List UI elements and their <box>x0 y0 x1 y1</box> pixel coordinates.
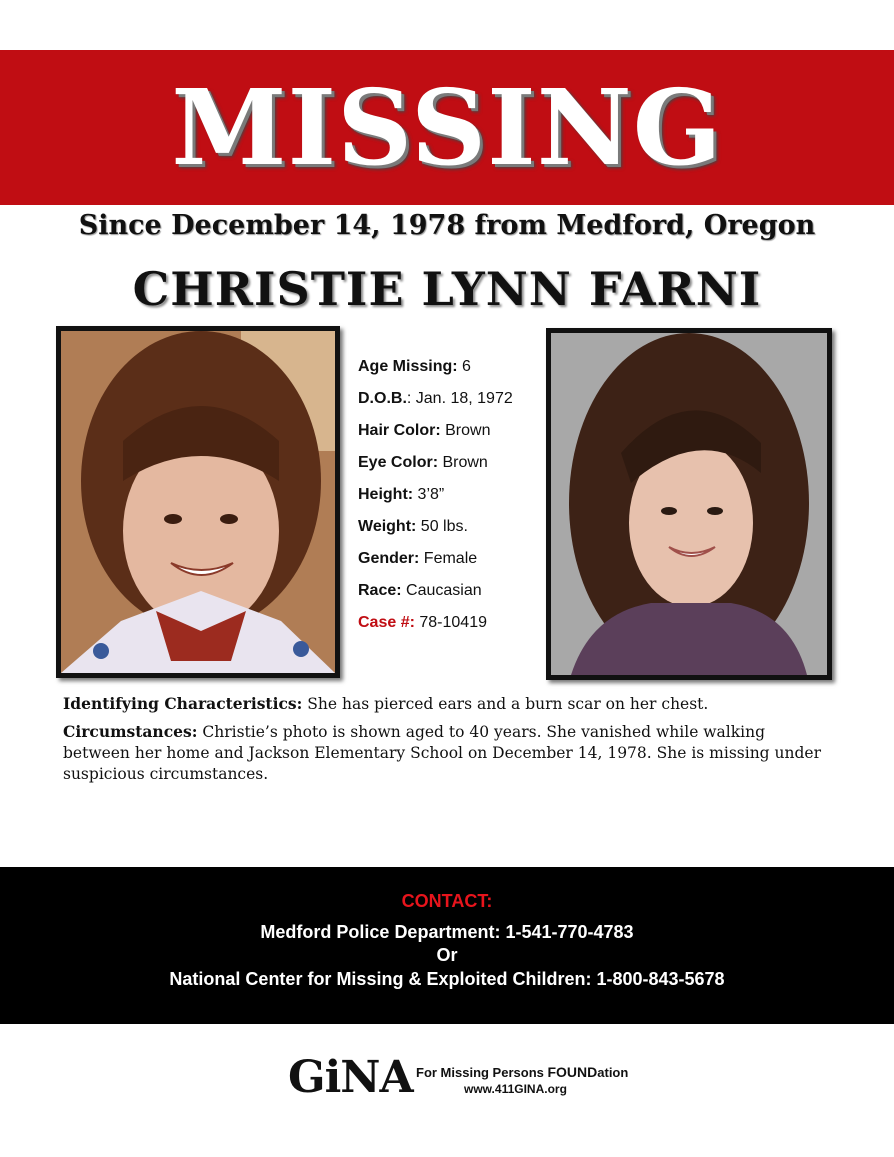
contact-or: Or <box>436 945 458 965</box>
person-name: CHRISTIE LYNN FARNI <box>132 262 762 316</box>
detail-dob: D.O.B.: Jan. 18, 1972 <box>358 390 513 407</box>
description-section <box>63 693 833 791</box>
detail-race: Race: Caucasian <box>358 582 482 599</box>
detail-eye-color: Eye Color: Brown <box>358 454 488 471</box>
detail-case-number: Case #: 78-10419 <box>358 614 487 631</box>
age-progressed-photo-frame <box>546 328 832 680</box>
age-progressed-photo <box>551 333 827 675</box>
gina-tagline: For Missing Persons FOUNDation <box>416 1064 629 1080</box>
detail-weight: Weight: 50 lbs. <box>358 518 468 535</box>
details-list <box>358 356 538 644</box>
detail-gender: Gender: Female <box>358 550 478 567</box>
gina-logo-word: GiNA <box>288 1052 413 1103</box>
contact-section <box>0 867 894 1024</box>
circumstances: Circumstances: Christie’s photo is shown aged to 40 years. She vanished while walking between her home and Jackson Elementary School on December 14, 1978. She is missing under suspicious circumstances. <box>63 722 822 783</box>
since-line: Since December 14, 1978 from Medford, Oregon <box>78 210 816 241</box>
child-photo <box>61 331 335 673</box>
detail-age-missing: Age Missing: 6 <box>358 358 471 375</box>
gina-url: www.411GINA.org <box>464 1082 567 1096</box>
identifying-characteristics: Identifying Characteristics: She has pierced ears and a burn scar on her chest. <box>63 694 709 713</box>
contact-police: Medford Police Department: 1-541-770-4783 <box>260 922 634 942</box>
gina-logo <box>288 1052 629 1104</box>
child-photo-frame <box>56 326 340 678</box>
banner-title: MISSING <box>171 65 723 189</box>
contact-ncmec: National Center for Missing & Exploited Children: 1-800-843-5678 <box>169 969 725 989</box>
detail-hair-color: Hair Color: Brown <box>358 422 491 439</box>
detail-height: Height: 3’8” <box>358 486 445 503</box>
contact-heading: CONTACT: <box>401 891 493 911</box>
missing-banner <box>0 50 894 205</box>
